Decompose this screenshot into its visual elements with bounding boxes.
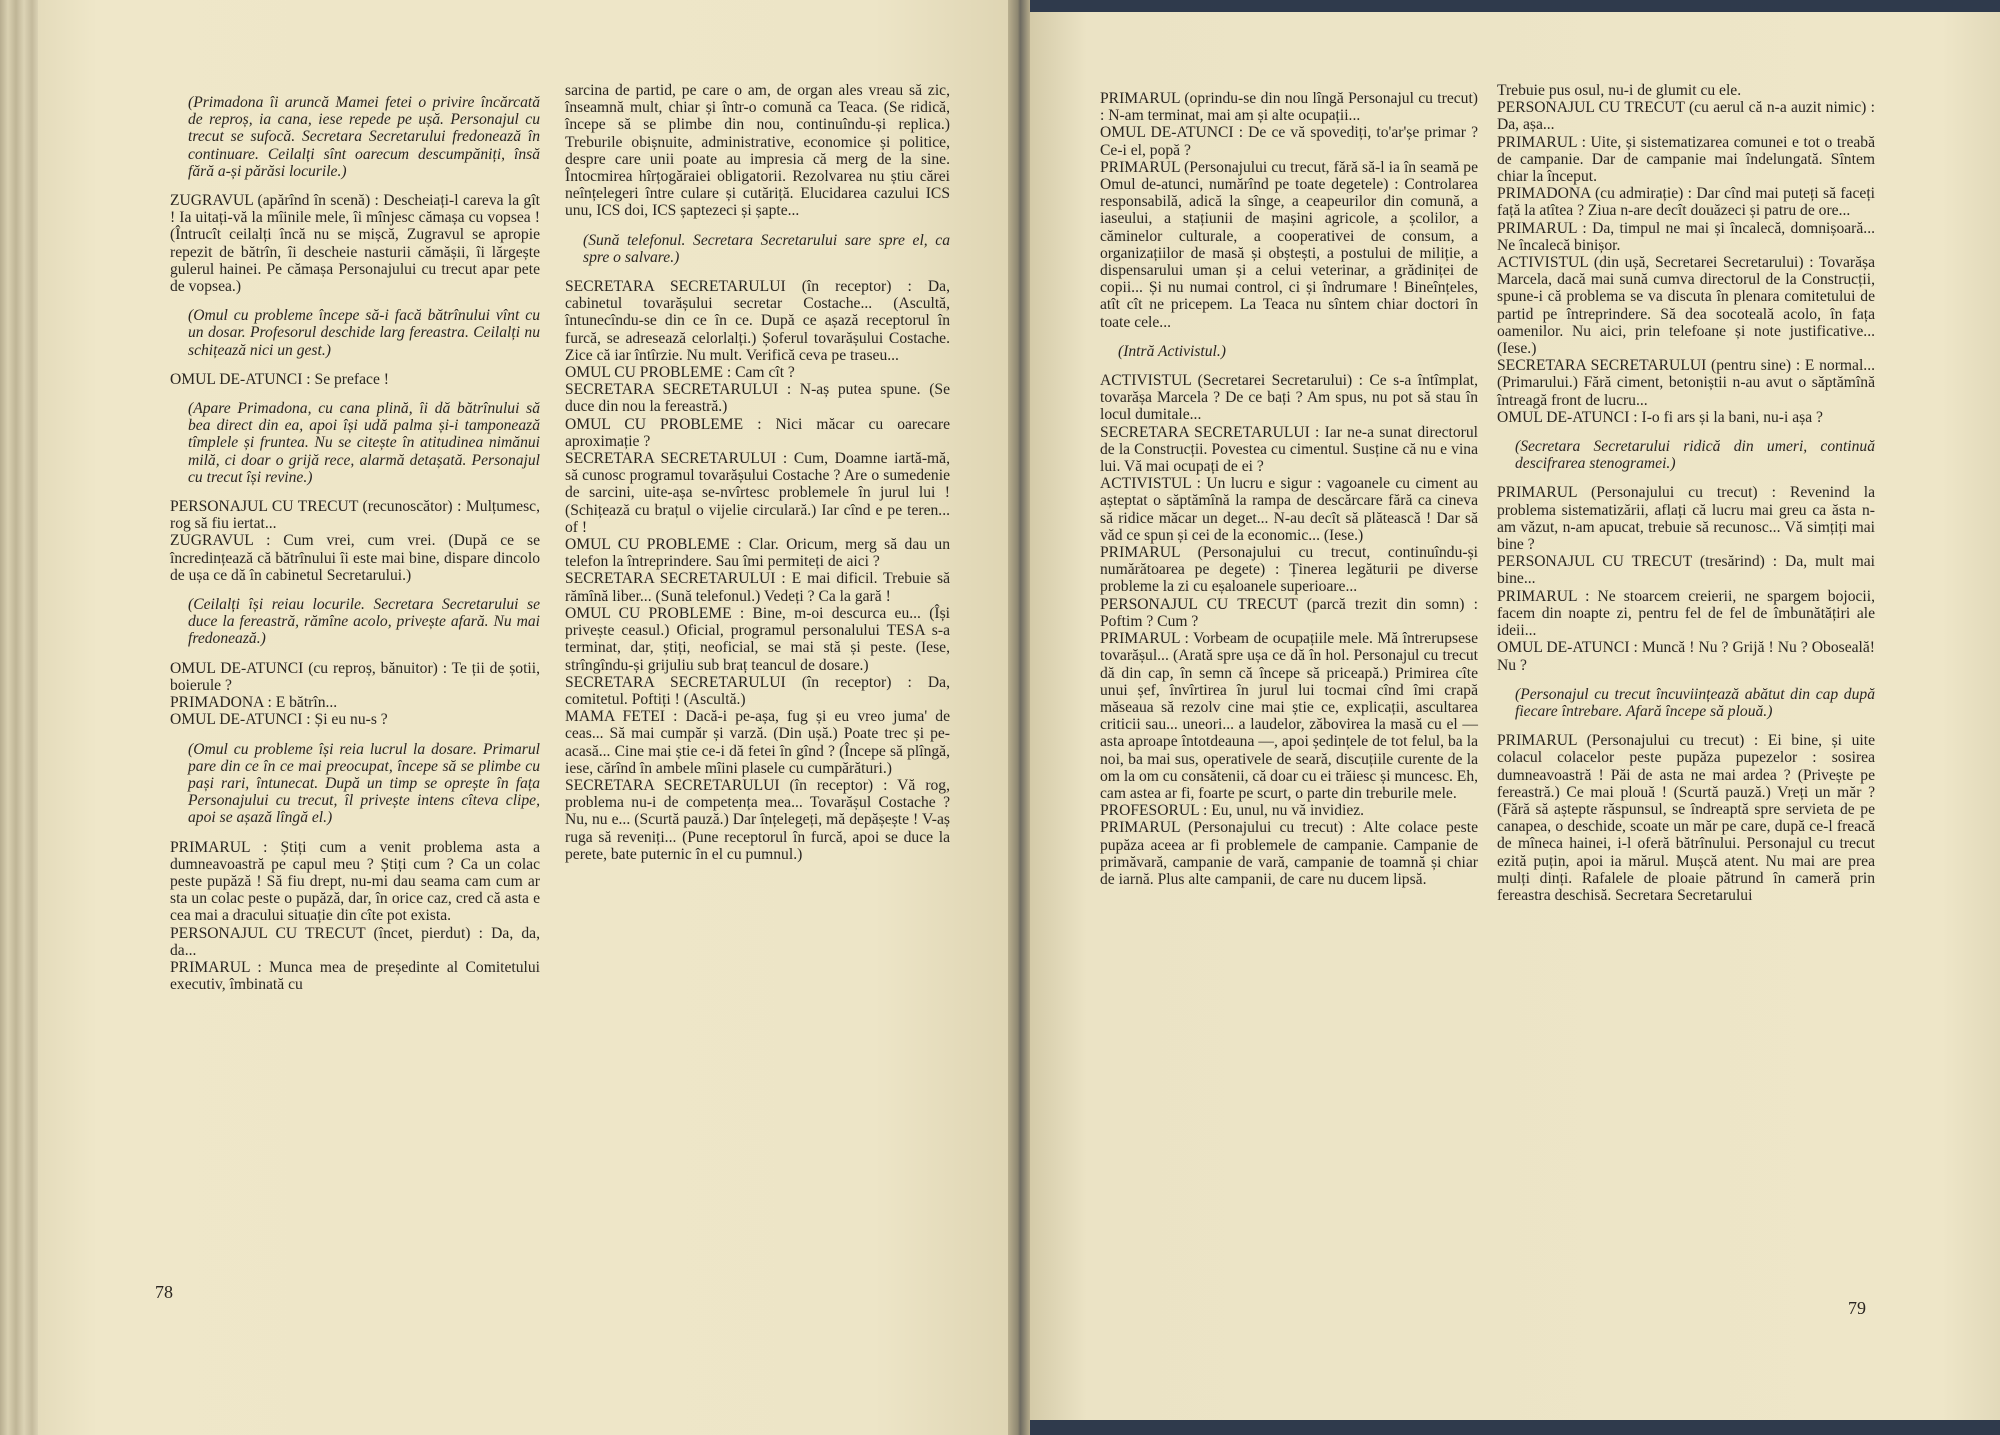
dialogue-line: Trebuie pus osul, nu-i de glumit cu ele. (1497, 82, 1742, 99)
dialogue-line: PERSONAJUL CU TRECUT (tresărind) : Da, mult mai bine... (1497, 553, 1875, 588)
dialogue-line: ACTIVISTUL (din ușă, Secretarei Secretarului) : Tovarășa Marcela, dacă mai sună cumva directorul de la Construcții, spune-i că problema se va discuta în plenara comitetului de partid pe întreprindere. Să dea socoteală acolo, în fața oamenilor. Nu aici, prin telefoane și note justificative... (Iese.) (1497, 254, 1875, 358)
dialogue-line: PRIMARUL (Personajului cu trecut) : Ei bine, și uite colacul colacelor peste pupăza pupezelor : sosirea dumneavoastră ! Păi de asta ne mai ardea ? (Privește pe fereastră.) Ce mai plouă ! (Scurtă pauză.) Vreți un măr ? (Fără să aștepte răspunsul, se îndreaptă spre servieta de pe canapea, o deschide, scoate un măr pe care, după ce-l freacă de mîneca hainei, i-l oferă bătrînului. Personajul cu trecut ezită puțin, apoi ia mărul. Mușcă atent. Nu mai are prea mulți dinți. Rafalele de ploaie pătrund în cameră prin fereastra deschisă. Secretara Secretarului (1497, 732, 1875, 904)
dialogue-line: PRIMARUL : Știți cum a venit problema asta a dumneavoastră pe capul meu ? Știți cum ? Ca un colac peste pupăză ! Să fiu drept, nu-mi dau seama cam cum ar sta un colac peste o pupăză, dar, în orice caz, cred că asta e cea mai a dracului situație din cîte pot exista. (170, 838, 540, 925)
dialogue-line: SECRETARA SECRETARULUI : Cum, Doamne iartă-mă, să cunosc programul tovarășului Costache ? Are o sumedenie de sarcini, uite-așa se-nvîrtesc problemele în jurul lui ! (Schițează cu brațul o vijelie circulară.) Iar cînd e pe teren... of ! (565, 450, 950, 536)
dialogue-line: PRIMARUL : Vorbeam de ocupațiile mele. Mă întrerupsese tovarășul... (Arată spre ușa ce dă în hol. Personajul cu trecut dă din cap, în semn că începe să priceapă.) Primirea cîte unui șef, învîrtirea în jurul lui tocmai cînd îmi crapă măseaua să rezolv cine mai știe ce, explicații, ascultarea criticii sau... uneori... a laudelor, zăbovirea la masă cu el — asta aproape întotdeauna —, apoi ședințele de tot felul, ba la noi, ba mai sus, operativele de seară, discuțiile curente de la om la om cu consătenii, că doar cu ei trăiesc și muncesc. Eh, cam astea ar fi, foarte pe scurt, o parte din treburile mele. (1100, 630, 1479, 802)
stage-direction: (Primadona îi aruncă Mamei fetei o privire încărcată de reproș, ia cana, iese repede pe ușă. Personajul cu trecut se sufocă. Secretara Secretarului fredonează în continuare. Ceilalți sînt oarecum descumpăniți, însă fără a-și părăsi locurile.) (188, 94, 540, 180)
dialogue-line: OMUL CU PROBLEME : Nici măcar cu oarecare aproximație ? (565, 415, 950, 450)
dialogue-line: SECRETARA SECRETARULUI (pentru sine) : E normal... (Primarului.) Fără ciment, betoniștii n-au avut o săptămînă întreagă front de lucru... (1497, 357, 1875, 409)
dialogue-line: PRIMARUL : Da, timpul ne mai și încalecă, domnișoară... Ne încalecă binișor. (1497, 219, 1875, 254)
dialogue-line: OMUL DE-ATUNCI : Se preface ! (170, 370, 389, 388)
book-gutter (1008, 0, 1030, 1435)
dialogue-line: PRIMARUL : Ne stoarcem creierii, ne spargem bojocii, facem din noapte zi, pentru fel de fel de îmbunătățiri ale ideii... (1497, 587, 1875, 640)
stage-direction: (Omul cu probleme își reia lucrul la dosare. Primarul pare din ce în ce mai preocupat, începe să se plimbe cu pași rari, întunecat. După un timp se oprește în fața Personajului cu trecut, îl privește intens cîteva clipe, apoi se așază lîngă el.) (188, 740, 540, 827)
cover-edge-bottom (1010, 1420, 2000, 1435)
left-page-column-1 (170, 82, 540, 993)
stage-direction: (Ceilalți își reiau locurile. Secretara Secretarului se duce la fereastră, rămîne acolo, privește afară. Nu mai fredonează.) (188, 596, 540, 648)
stage-direction: (Sună telefonul. Secretara Secretarului sare spre el, ca spre o salvare.) (583, 231, 950, 266)
dialogue-line: PERSONAJUL CU TRECUT (încet, pierdut) : Da, da, da... (170, 924, 540, 959)
dialogue-line: PERSONAJUL CU TRECUT (recunoscător) : Mulțumesc, rog să fiu iertat... (170, 498, 540, 533)
dialogue-line: ZUGRAVUL : Cum vrei, cum vrei. (După ce se încredințează că bătrînului îi este mai bine, dispare dincolo de ușa ce dă în cabinetul Secretarului.) (170, 532, 540, 584)
dialogue-line: OMUL DE-ATUNCI (cu reproș, bănuitor) : Te ții de șotii, boierule ? (170, 659, 540, 694)
dialogue-line: PERSONAJUL CU TRECUT (cu aerul că n-a auzit nimic) : Da, așa... (1497, 99, 1875, 134)
cover-edge-top (1016, 0, 2000, 12)
dialogue-line: PRIMARUL (Personajului cu trecut, continuîndu-și numărătoarea pe degete) : Ținerea legăturii pe diverse probleme la zi cu eșaloanele superioare... (1100, 544, 1478, 596)
dialogue-line: MAMA FETEI : Dacă-i pe-așa, fug și eu vreo juma' de ceas... Să mai cumpăr și varză. (Din ușă.) Poate trec și pe-acasă... Cine mai știe ce-i dă fetei în gînd ? (Începe să plîngă, iese, cărînd în ambele mîini plasele cu cumpărături.) (565, 708, 950, 777)
left-page-number: 78 (155, 1282, 173, 1302)
dialogue-line: PRIMARUL (Personajului cu trecut, fără să-l ia în seamă pe Omul de-atunci, numărînd pe toate degetele) : Controlarea responsabilă, adică la sînge, a ceapeurilor din comună, a iaseului, a stațiunii de mașini agricole, a școlilor, a căminelor culturale, a cooperativei de consum, a organizațiilor de masă și obștești, a postului de miliție, a dispensarului uman și a celui veterinar, a grădiniței de copii... Și nu numai control, ci și îndrumare ! Bineînțeles, atît cît ne pricepem. La Teaca nu sîntem chiar doctori în toate cele... (1100, 158, 1478, 331)
dialogue-line: ACTIVISTUL (Secretarei Secretarului) : Ce s-a întîmplat, tovarășa Marcela ? De ce bați ? Am spus, nu pot să stau în locul dumitale... (1100, 372, 1478, 424)
dialogue-line: PROFESORUL : Eu, unul, nu vă invidiez. (1100, 802, 1365, 820)
dialogue-line: SECRETARA SECRETARULUI : Iar ne-a sunat directorul de la Construcții. Povestea cu cimentul. Susține că nu e vina lui. Vă mai ocupați de ei ? (1100, 423, 1478, 476)
dialogue-line: PRIMARUL : Munca mea de președinte al Comitetului executiv, îmbinată cu (170, 958, 540, 994)
dialogue-line: OMUL CU PROBLEME : Bine, m-oi descurca eu... (Își privește ceasul.) Oficial, programul personalului TESA s-a terminat, dar, știți, neoficial, se mai stă și peste. (Iese, strîngîndu-și grijuliu sub braț teancul de dosare.) (565, 604, 950, 674)
dialogue-line: OMUL DE-ATUNCI : Muncă ! Nu ? Grijă ! Nu ? Oboseală! Nu ? (1497, 639, 1875, 674)
left-page-column-2 (565, 82, 950, 863)
stage-direction: (Apare Primadona, cu cana plină, îi dă bătrînului să bea direct din ea, apoi își udă palma și-i tamponează tîmplele și fruntea. Nu se citește în atitudinea nimănui milă, ci doar o grijă rece, alarmă detașată. Personajul cu trecut își revine.) (188, 400, 540, 486)
stage-direction: (Personajul cu trecut încuviințează abătut din cap după fiecare întrebare. Afară începe să plouă.) (1515, 685, 1875, 720)
dialogue-line: SECRETARA SECRETARULUI (în receptor) : Da, cabinetul tovarășului secretar Costache... (Ascultă, întunecîndu-se din ce în ce. După ce așază receptorul în furcă, se adresează celorlalți.) Șoferul tovarășului Costache. Zice că iar întîrzie. Nu mult. Verifică ceva pe traseu... (565, 278, 950, 364)
right-page-column-1 (1100, 90, 1478, 888)
stage-direction: (Intră Activistul.) (1118, 342, 1226, 360)
dialogue-line: SECRETARA SECRETARULUI : E mai dificil. Trebuie să rămînă liber... (Sună telefonul.) Vedeți ? Ca la gară ! (565, 570, 950, 605)
dialogue-line: OMUL DE-ATUNCI : Și eu nu-s ? (170, 711, 388, 729)
dialogue-line: PRIMARUL (oprindu-se din nou lîngă Personajul cu trecut) : N-am terminat, mai am și alte ocupații... (1100, 90, 1478, 125)
dialogue-line: PRIMADONA (cu admirație) : Dar cînd mai puteți să faceți față la atîtea ? Ziua n-are decît douăzeci și patru de ore... (1497, 185, 1875, 220)
dialogue-line: PRIMARUL (Personajului cu trecut) : Alte colace peste pupăza aceea ar fi problemele de campanie. Campanie de primăvară, campanie de vară, campanie de toamnă și chiar de iarnă. Plus alte campanii, de care nu ducem lipsă. (1100, 819, 1478, 888)
dialogue-line: OMUL DE-ATUNCI : De ce vă spovediți, to'ar'șe primar ? Ce-i el, popă ? (1100, 124, 1478, 159)
stage-direction: (Omul cu probleme începe să-i facă bătrînului vînt cu un dosar. Profesorul deschide larg fereastra. Ceilalți nu schițează nici un gest.) (188, 307, 540, 359)
dialogue-line: PRIMARUL (Personajului cu trecut) : Revenind la problema sistematizării, aflați că lucru mai greu ca ăsta n-am văzut, n-am apucat, trebuie să recunosc... Vă simțiți mai bine ? (1497, 484, 1875, 554)
dialogue-line: sarcina de partid, pe care o am, de organ ales vreau să zic, înseamnă mult, chiar și într-o comună ca Teaca. (Se ridică, începe să se plimbe din nou, continuîndu-și replica.) Treburile obișnuite, administrative, economice și politice, despre care unii poate au impresia că merg de la sine. Întocmirea hîrțogăraiei obligatorii. Rezolvarea nu știu cărei neînțelegeri între culare și cutăriță. Elucidarea cazului ICS unu, ICS doi, ICS șaptezeci și șapte... (565, 82, 950, 220)
dialogue-line: OMUL DE-ATUNCI : I-o fi ars și la bani, nu-i așa ? (1497, 408, 1823, 426)
dialogue-line: ACTIVISTUL : Un lucru e sigur : vagoanele cu ciment au așteptat o săptămînă la rampa de descărcare fără ca cineva să ridice măcar un deget... N-au decît să plătească ! Dar să văd ce spun și cei de la economic... (Iese.) (1100, 475, 1478, 544)
stage-direction: (Secretara Secretarului ridică din umeri, continuă descifrarea stenogramei.) (1515, 438, 1875, 473)
page-stack-edge (0, 0, 40, 1435)
dialogue-line: SECRETARA SECRETARULUI (în receptor) : Da, comitetul. Poftiți ! (Ascultă.) (565, 673, 950, 708)
dialogue-line: SECRETARA SECRETARULUI (în receptor) : Vă rog, problema nu-i de competența mea... Tovarășul Costache ? Nu, nu e... (Scurtă pauză.) Dar înțelegeți, mă depășește ! V-aș ruga să reveniți... (Pune receptorul în furcă, apoi se duce la perete, bate puternic în el cu pumnul.) (565, 776, 950, 863)
dialogue-line: ZUGRAVUL (apărînd în scenă) : Descheiați-l careva la gît ! Ia uitați-vă la mîinile mele, îi mînjesc cămașa cu vopsea ! (Întrucît ceilalți încă nu se mișcă, Zugravul se apropie repezit de bătrîn, îi descheie nasturii cămășii, îi lărgește gulerul hainei. Pe cămașa Personajului cu trecut apar pete de vopsea.) (170, 192, 540, 296)
dialogue-line: SECRETARA SECRETARULUI : N-aș putea spune. (Se duce din nou la fereastră.) (565, 381, 950, 416)
dialogue-line: PRIMARUL : Uite, și sistematizarea comunei e tot o treabă de campanie. Dar de campanie mai îndelungată. Sîntem chiar la început. (1497, 133, 1875, 186)
dialogue-line: PRIMADONA : E bătrîn... (170, 694, 338, 712)
right-page-column-2 (1497, 82, 1875, 904)
dialogue-line: PERSONAJUL CU TRECUT (parcă trezit din somn) : Poftim ? Cum ? (1100, 595, 1478, 630)
dialogue-line: OMUL CU PROBLEME : Clar. Oricum, merg să dau un telefon la întreprindere. Sau îmi permiteți de aici ? (565, 536, 950, 571)
dialogue-line: OMUL CU PROBLEME : Cam cît ? (565, 364, 795, 382)
right-page-number: 79 (1848, 1298, 1866, 1318)
